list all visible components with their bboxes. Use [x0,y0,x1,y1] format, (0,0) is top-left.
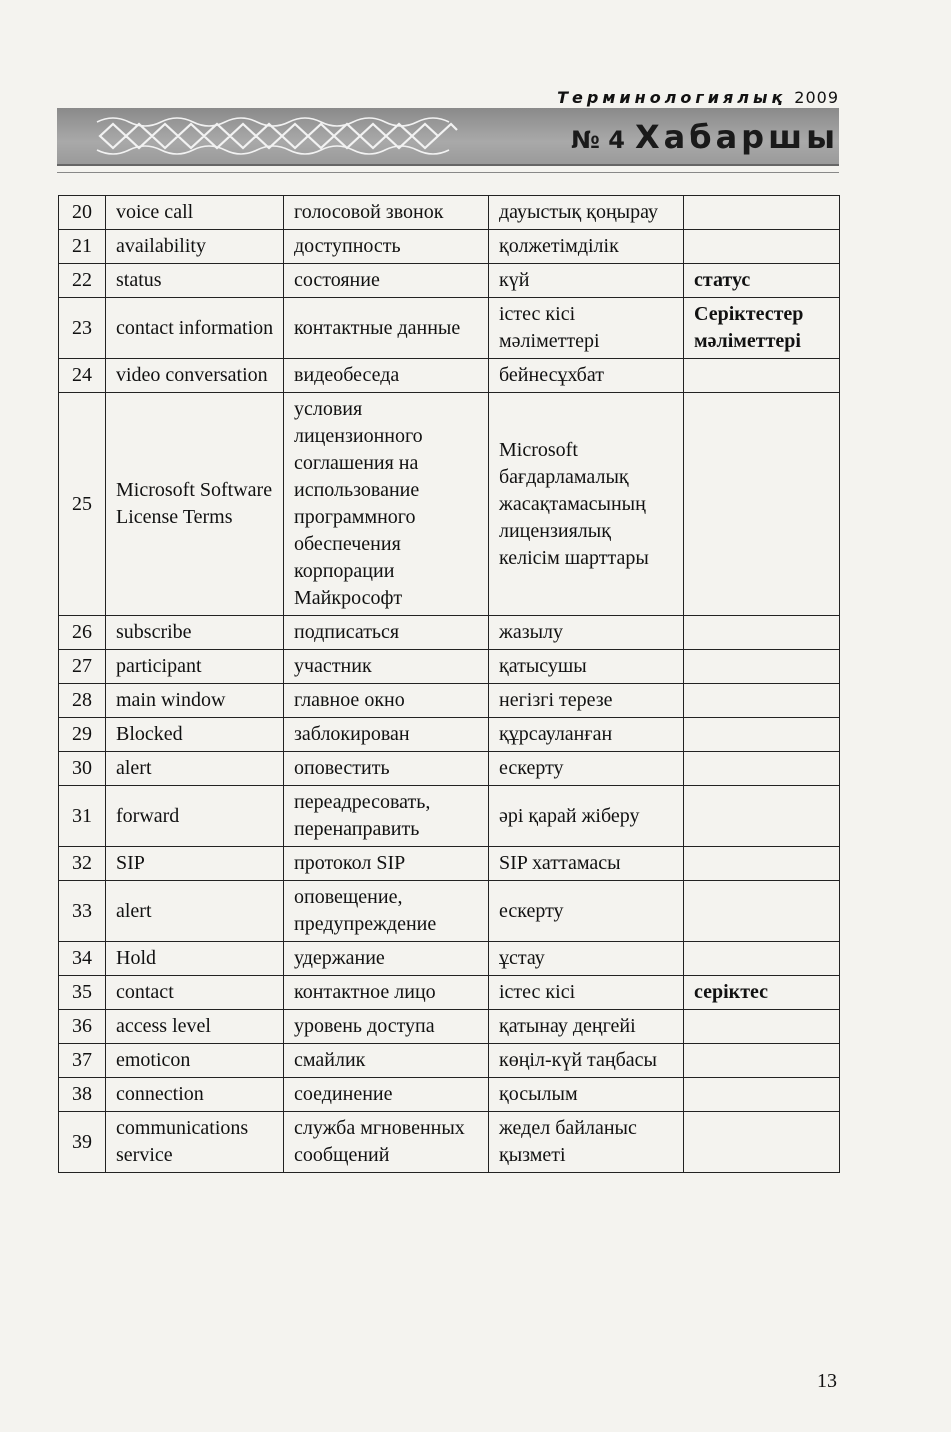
journal-title: Хабаршы [634,118,839,156]
english-term: forward [106,786,284,847]
kazakh-variant [684,752,840,786]
ornament-pattern [95,116,460,156]
kazakh-term: әрі қарай жіберу [489,786,684,847]
journal-name: Терминологиялық [557,88,787,107]
kazakh-variant [684,1112,840,1173]
kazakh-variant: статус [684,264,840,298]
kazakh-term: ұстау [489,942,684,976]
kazakh-term: күй [489,264,684,298]
kazakh-variant [684,847,840,881]
row-number: 39 [59,1112,106,1173]
english-term: connection [106,1078,284,1112]
row-number: 27 [59,650,106,684]
row-number: 34 [59,942,106,976]
russian-term: служба мгновенных сообщений [284,1112,489,1173]
table-row [59,684,840,718]
row-number: 36 [59,1010,106,1044]
english-term: access level [106,1010,284,1044]
english-term: Microsoft Software License Terms [106,393,284,616]
english-term: participant [106,650,284,684]
kazakh-term: қатынау деңгейі [489,1010,684,1044]
kazakh-term: құрсауланған [489,718,684,752]
kazakh-term: негізгі терезе [489,684,684,718]
table-row [59,1010,840,1044]
journal-header [557,88,839,107]
kazakh-term: ескерту [489,881,684,942]
row-number: 38 [59,1078,106,1112]
row-number: 37 [59,1044,106,1078]
kazakh-variant [684,359,840,393]
russian-term: переадресовать, перенаправить [284,786,489,847]
russian-term: главное окно [284,684,489,718]
kazakh-term: қатысушы [489,650,684,684]
table-row [59,942,840,976]
row-number: 30 [59,752,106,786]
english-term: communications service [106,1112,284,1173]
english-term: status [106,264,284,298]
kazakh-term: SIP хаттамасы [489,847,684,881]
russian-term: голосовой звонок [284,196,489,230]
table-row [59,393,840,616]
russian-term: доступность [284,230,489,264]
kazakh-term: қосылым [489,1078,684,1112]
kazakh-variant: Серіктестер мәліметтері [684,298,840,359]
header-band-underline [57,164,839,173]
row-number: 21 [59,230,106,264]
kazakh-variant [684,393,840,616]
journal-year: 2009 [794,88,839,107]
table-row [59,1112,840,1173]
row-number: 23 [59,298,106,359]
row-number: 25 [59,393,106,616]
english-term: emoticon [106,1044,284,1078]
kazakh-term: ескерту [489,752,684,786]
english-term: Hold [106,942,284,976]
kazakh-variant [684,1078,840,1112]
english-term: subscribe [106,616,284,650]
table-row [59,616,840,650]
kazakh-variant [684,881,840,942]
kazakh-variant [684,942,840,976]
english-term: video conversation [106,359,284,393]
russian-term: оповещение, предупреждение [284,881,489,942]
kazakh-variant [684,650,840,684]
table-row [59,196,840,230]
table-row [59,881,840,942]
kazakh-variant [684,718,840,752]
table-body [59,196,840,1173]
russian-term: условия лицензионного соглашения на использование программного обеспечения корпорации Майкрософт [284,393,489,616]
kazakh-term: қолжетімділік [489,230,684,264]
kazakh-variant [684,616,840,650]
kazakh-term: көңіл-күй таңбасы [489,1044,684,1078]
table-row [59,230,840,264]
kazakh-variant [684,1044,840,1078]
issue-number: № 4 [571,126,625,154]
issue-title [571,118,839,156]
table-row [59,298,840,359]
kazakh-term: Microsoft бағдарламалық жасақтамасының лицензиялық келісім шарттары [489,393,684,616]
kazakh-variant: серіктес [684,976,840,1010]
kazakh-variant [684,230,840,264]
row-number: 28 [59,684,106,718]
table-row [59,359,840,393]
english-term: contact information [106,298,284,359]
table-row [59,264,840,298]
russian-term: подписаться [284,616,489,650]
russian-term: смайлик [284,1044,489,1078]
table-row [59,718,840,752]
english-term: SIP [106,847,284,881]
english-term: main window [106,684,284,718]
english-term: voice call [106,196,284,230]
english-term: availability [106,230,284,264]
kazakh-term: істес кісі [489,976,684,1010]
russian-term: протокол SIP [284,847,489,881]
row-number: 32 [59,847,106,881]
table-row [59,786,840,847]
kazakh-variant [684,786,840,847]
russian-term: удержание [284,942,489,976]
english-term: alert [106,881,284,942]
table-row [59,1044,840,1078]
row-number: 29 [59,718,106,752]
row-number: 20 [59,196,106,230]
english-term: Blocked [106,718,284,752]
russian-term: оповестить [284,752,489,786]
kazakh-term: дауыстық қоңырау [489,196,684,230]
russian-term: видеобеседа [284,359,489,393]
kazakh-variant [684,1010,840,1044]
kazakh-term: бейнесұхбат [489,359,684,393]
page-number: 13 [817,1370,837,1392]
table-row [59,976,840,1010]
russian-term: контактные данные [284,298,489,359]
row-number: 22 [59,264,106,298]
row-number: 31 [59,786,106,847]
kazakh-variant [684,196,840,230]
kazakh-variant [684,684,840,718]
russian-term: соединение [284,1078,489,1112]
table-row [59,752,840,786]
kazakh-term: жедел байланыс қызметі [489,1112,684,1173]
row-number: 24 [59,359,106,393]
table-row [59,847,840,881]
russian-term: контактное лицо [284,976,489,1010]
row-number: 33 [59,881,106,942]
table-row [59,650,840,684]
english-term: alert [106,752,284,786]
table-row [59,1078,840,1112]
russian-term: состояние [284,264,489,298]
row-number: 26 [59,616,106,650]
kazakh-term: жазылу [489,616,684,650]
row-number: 35 [59,976,106,1010]
russian-term: уровень доступа [284,1010,489,1044]
russian-term: заблокирован [284,718,489,752]
english-term: contact [106,976,284,1010]
russian-term: участник [284,650,489,684]
kazakh-term: істес кісі мәліметтері [489,298,684,359]
terminology-table [58,195,840,1173]
